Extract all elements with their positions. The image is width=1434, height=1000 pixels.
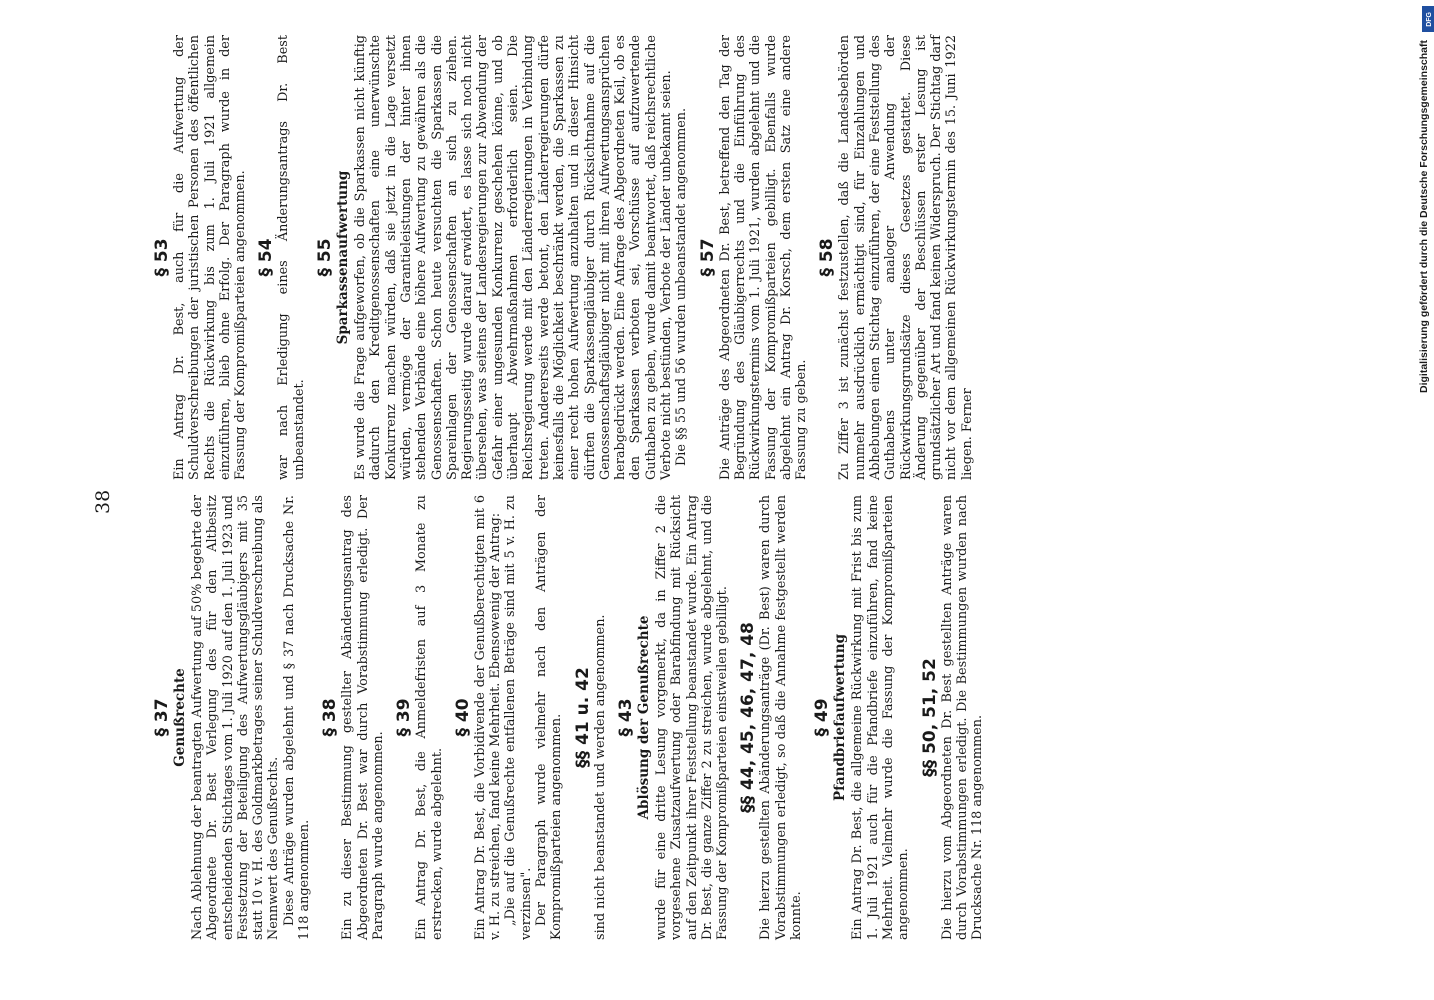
section-subtitle: Ablösung der Genußrechte	[635, 615, 652, 820]
section-paragraph: Ein Antrag Dr. Best, die allgemeine Rückwirkung mit Frist bis zum 1. Juli 1921 auch für die Pfandbriefe einzuführen, fand keine Mehrheit. Vielmehr wurde die Fassung der Kompromißparteien angenommen.	[850, 495, 912, 940]
section-heading: § 37	[152, 698, 172, 737]
section	[812, 495, 911, 940]
section	[315, 35, 690, 480]
section	[152, 35, 248, 480]
section-paragraph: Es wurde die Frage aufgeworfen, ob die Sparkassen nicht künftig dadurch den Kreditgenossenschaften eine unerwünschte Konkurrenz machen würden, daß sie jetzt in die Lage versetzt würden, vermöge der Garantieleistungen der hinter ihnen stehenden Verbände eine höhere Aufwertung zu gewähren als die Genossenschaften. Schon heute versuchten die Sparkassen die Spareinlagen der Genossenschaften an sich zu ziehen. Regierungsseitig wurde darauf erwidert, es lasse sich noch nicht übersehen, was seitens der Landesregierungen zur Abwendung der Gefahr einer ungesunden Konkurrenz geschehen könne, und ob überhaupt Abwehrmaßnahmen erforderlich seien. Die Reichsregierung werde mit den Länderregierungen in Verbindung treten. Andererseits werde betont, den Länderregierungen dürfe keinesfalls die Möglichkeit beschränkt werden, die Sparkassen zu einer recht hohen Aufwertung anzuhalten und in dieser Hinsicht dürften die Sparkassengläubiger durch Rücksichtnahme auf die Genossenschaftsgläubiger nicht mit ihren Aufwertungsansprüchen herabgedrückt werden. Eine Anfrage des Abgeordneten Keil, ob es den Sparkassen verboten sei, Vorschüsse auf aufzuwertende Guthaben zu geben, wurde damit beantwortet, daß reichsrechtliche Verbote nicht bestünden, Verbote der Länder unbekannt seien.	[353, 35, 675, 480]
section-paragraph: Zu Ziffer 3 ist zunächst festzustellen, daß die Landesbehörden nunmehr ausdrücklich ermächtigt sind, für Einzahlungen und Abhebungen einen Stichtag einzuführen, der eine Feststellung des Guthabens unter analoger Anwendung der Rückwirkungsgrundsätze dieses Gesetzes gestattet. Diese Änderung gegenüber der Beschlüssen erster Lesung ist grundsätzlicher Art und fand keinen Widerspruch. Der Stichtag darf nicht vor dem allgemeinen Rückwirkungstermin des 15. Juni 1922 liegen. Ferner	[837, 35, 975, 480]
section-heading: § 39	[394, 698, 415, 737]
section	[152, 495, 312, 940]
section	[320, 495, 386, 940]
page-number: 38	[92, 489, 114, 514]
section-paragraph: war nach Erledigung eines Änderungsantrags Dr. Best unbeanstandet.	[276, 35, 307, 480]
section-paragraph: Nach Ablehnung der beantragten Aufwertung auf 50% begehrte der Abgeordnete Dr. Best Verlegung des für den Altbesitz entscheidenden Stichtages vom 1. Juli 1920 auf den 1. Juli 1923 und Festsetzung der Beteiligung des Aufwertungsgläubigers mit 35 statt 10 v. H. des Goldmarkbetrages seiner Schuldverschreibung als Nennwert des Genußrechts.	[190, 495, 282, 940]
section-heading: §§ 44, 45, 46, 47, 48	[738, 622, 759, 813]
section-heading: §§ 50, 51, 52	[919, 658, 940, 777]
section-paragraph: Die hierzu gestellten Abänderungsanträge (Dr. Best) waren durch Vorabstimmungen erledigt, so daß die Annahme festgestellt werden konnte.	[758, 495, 805, 940]
section-paragraph: Die §§ 55 und 56 wurden unbeanstandet angenommen.	[674, 107, 690, 466]
section-heading: § 57	[697, 238, 718, 277]
section-subtitle: Genußrechte	[172, 668, 188, 767]
section-paragraph: Der Paragraph wurde vielmehr nach den Anträgen der Kompromißparteien angenommen.	[534, 495, 565, 940]
section-subtitle: Sparkassenaufwertung	[335, 170, 352, 345]
section-paragraph: Die hierzu vom Abgeordneten Dr. Best gestellten Anträge waren durch Vorabstimmungen erledigt. Die Bestimmungen wurden nach Drucksache Nr. 118 angenommen.	[939, 495, 986, 940]
section-heading: § 54	[256, 238, 277, 277]
section-paragraph: „Die auf die Genußrechte entfallenen Beträge sind mit 5 v. H. zu verzinsen".	[503, 495, 534, 940]
section	[817, 35, 975, 480]
section-heading: § 53	[152, 238, 172, 277]
section-paragraph: Die Anträge des Abgeordneten Dr. Best, betreffend den Tag der Begründung des Gläubigerrechts und die Einführung des Rückwirkungstermins vom 1. Juli 1921, wurden abgelehnt und die Fassung der Kompromißparteien gebilligt. Ebenfalls wurde abgelehnt ein Antrag Dr. Korsch, dem ersten Satz eine andere Fassung zu geben.	[717, 35, 810, 480]
section	[256, 35, 307, 480]
section-heading: § 58	[817, 238, 838, 277]
section-heading: § 40	[452, 698, 473, 737]
section-heading: § 43	[615, 698, 636, 737]
section-paragraph: wurde für eine dritte Lesung vorgemerkt, da in Ziffer 2 die vorgesehene Zusatzaufwertung oder Barabfindung mit Rücksicht auf den Zeitpunkt ihrer Feststellung beanstandet wurde. Ein Antrag Dr. Best, die ganze Ziffer 2 zu streichen, wurde abgelehnt, und die Fassung der Kompromißparteien einstweilen gebilligt.	[653, 495, 731, 940]
section-subtitle: Pfandbriefaufwertung	[832, 633, 849, 802]
section-heading: § 38	[320, 698, 341, 737]
right-column	[150, 35, 983, 480]
section	[573, 495, 608, 940]
section	[616, 495, 730, 940]
section-heading: § 55	[315, 238, 336, 277]
section	[453, 495, 565, 940]
section-paragraph: Ein zu dieser Bestimmung gestellter Abänderungsantrag des Abgeordneten Dr. Best war durch Vorabstimmung erledigt. Der Paragraph wurde angenommen.	[340, 495, 386, 940]
section-paragraph: Ein Antrag Dr. Best, die Anmeldefristen auf 3 Monate zu erstrecken, wurde abgelehnt.	[414, 495, 445, 940]
left-column	[150, 495, 993, 940]
section-paragraph: sind nicht beanstandet und werden angenommen.	[592, 614, 608, 940]
section	[920, 495, 986, 940]
funding-credit-text: Digitalisierung gefördert durch die Deutsche Forschungsgemeinschaft	[1418, 40, 1430, 393]
funding-credit	[1418, 40, 1434, 435]
section	[698, 35, 810, 480]
section-paragraph: Ein Antrag Dr. Best, auch für die Aufwertung der Schuldverschreibungen der juristischen Personen des öffentlichen Rechts die Rückwirkung bis zum 1. Juli 1921 allgemein einzuführen, blieb ohne Erfolg. Der Paragraph wurde in der Fassung der Kompromißparteien angenommen.	[172, 35, 249, 480]
dfg-logo-icon: DFG	[1422, 6, 1434, 32]
section-paragraph: Diese Anträge wurden abgelehnt und § 37 nach Drucksache Nr. 118 angenommen.	[281, 495, 313, 940]
section-heading: §§ 41 u. 42	[572, 667, 593, 768]
section-heading: § 49	[812, 698, 833, 737]
section	[394, 495, 445, 940]
section	[738, 495, 804, 940]
section-paragraph: Ein Antrag Dr. Best, die Vorbidivende der Genußberechtigten mit 6 v. H. zu streichen, fand keine Mehrheit. Ebensowenig der Antrag:	[472, 495, 504, 940]
